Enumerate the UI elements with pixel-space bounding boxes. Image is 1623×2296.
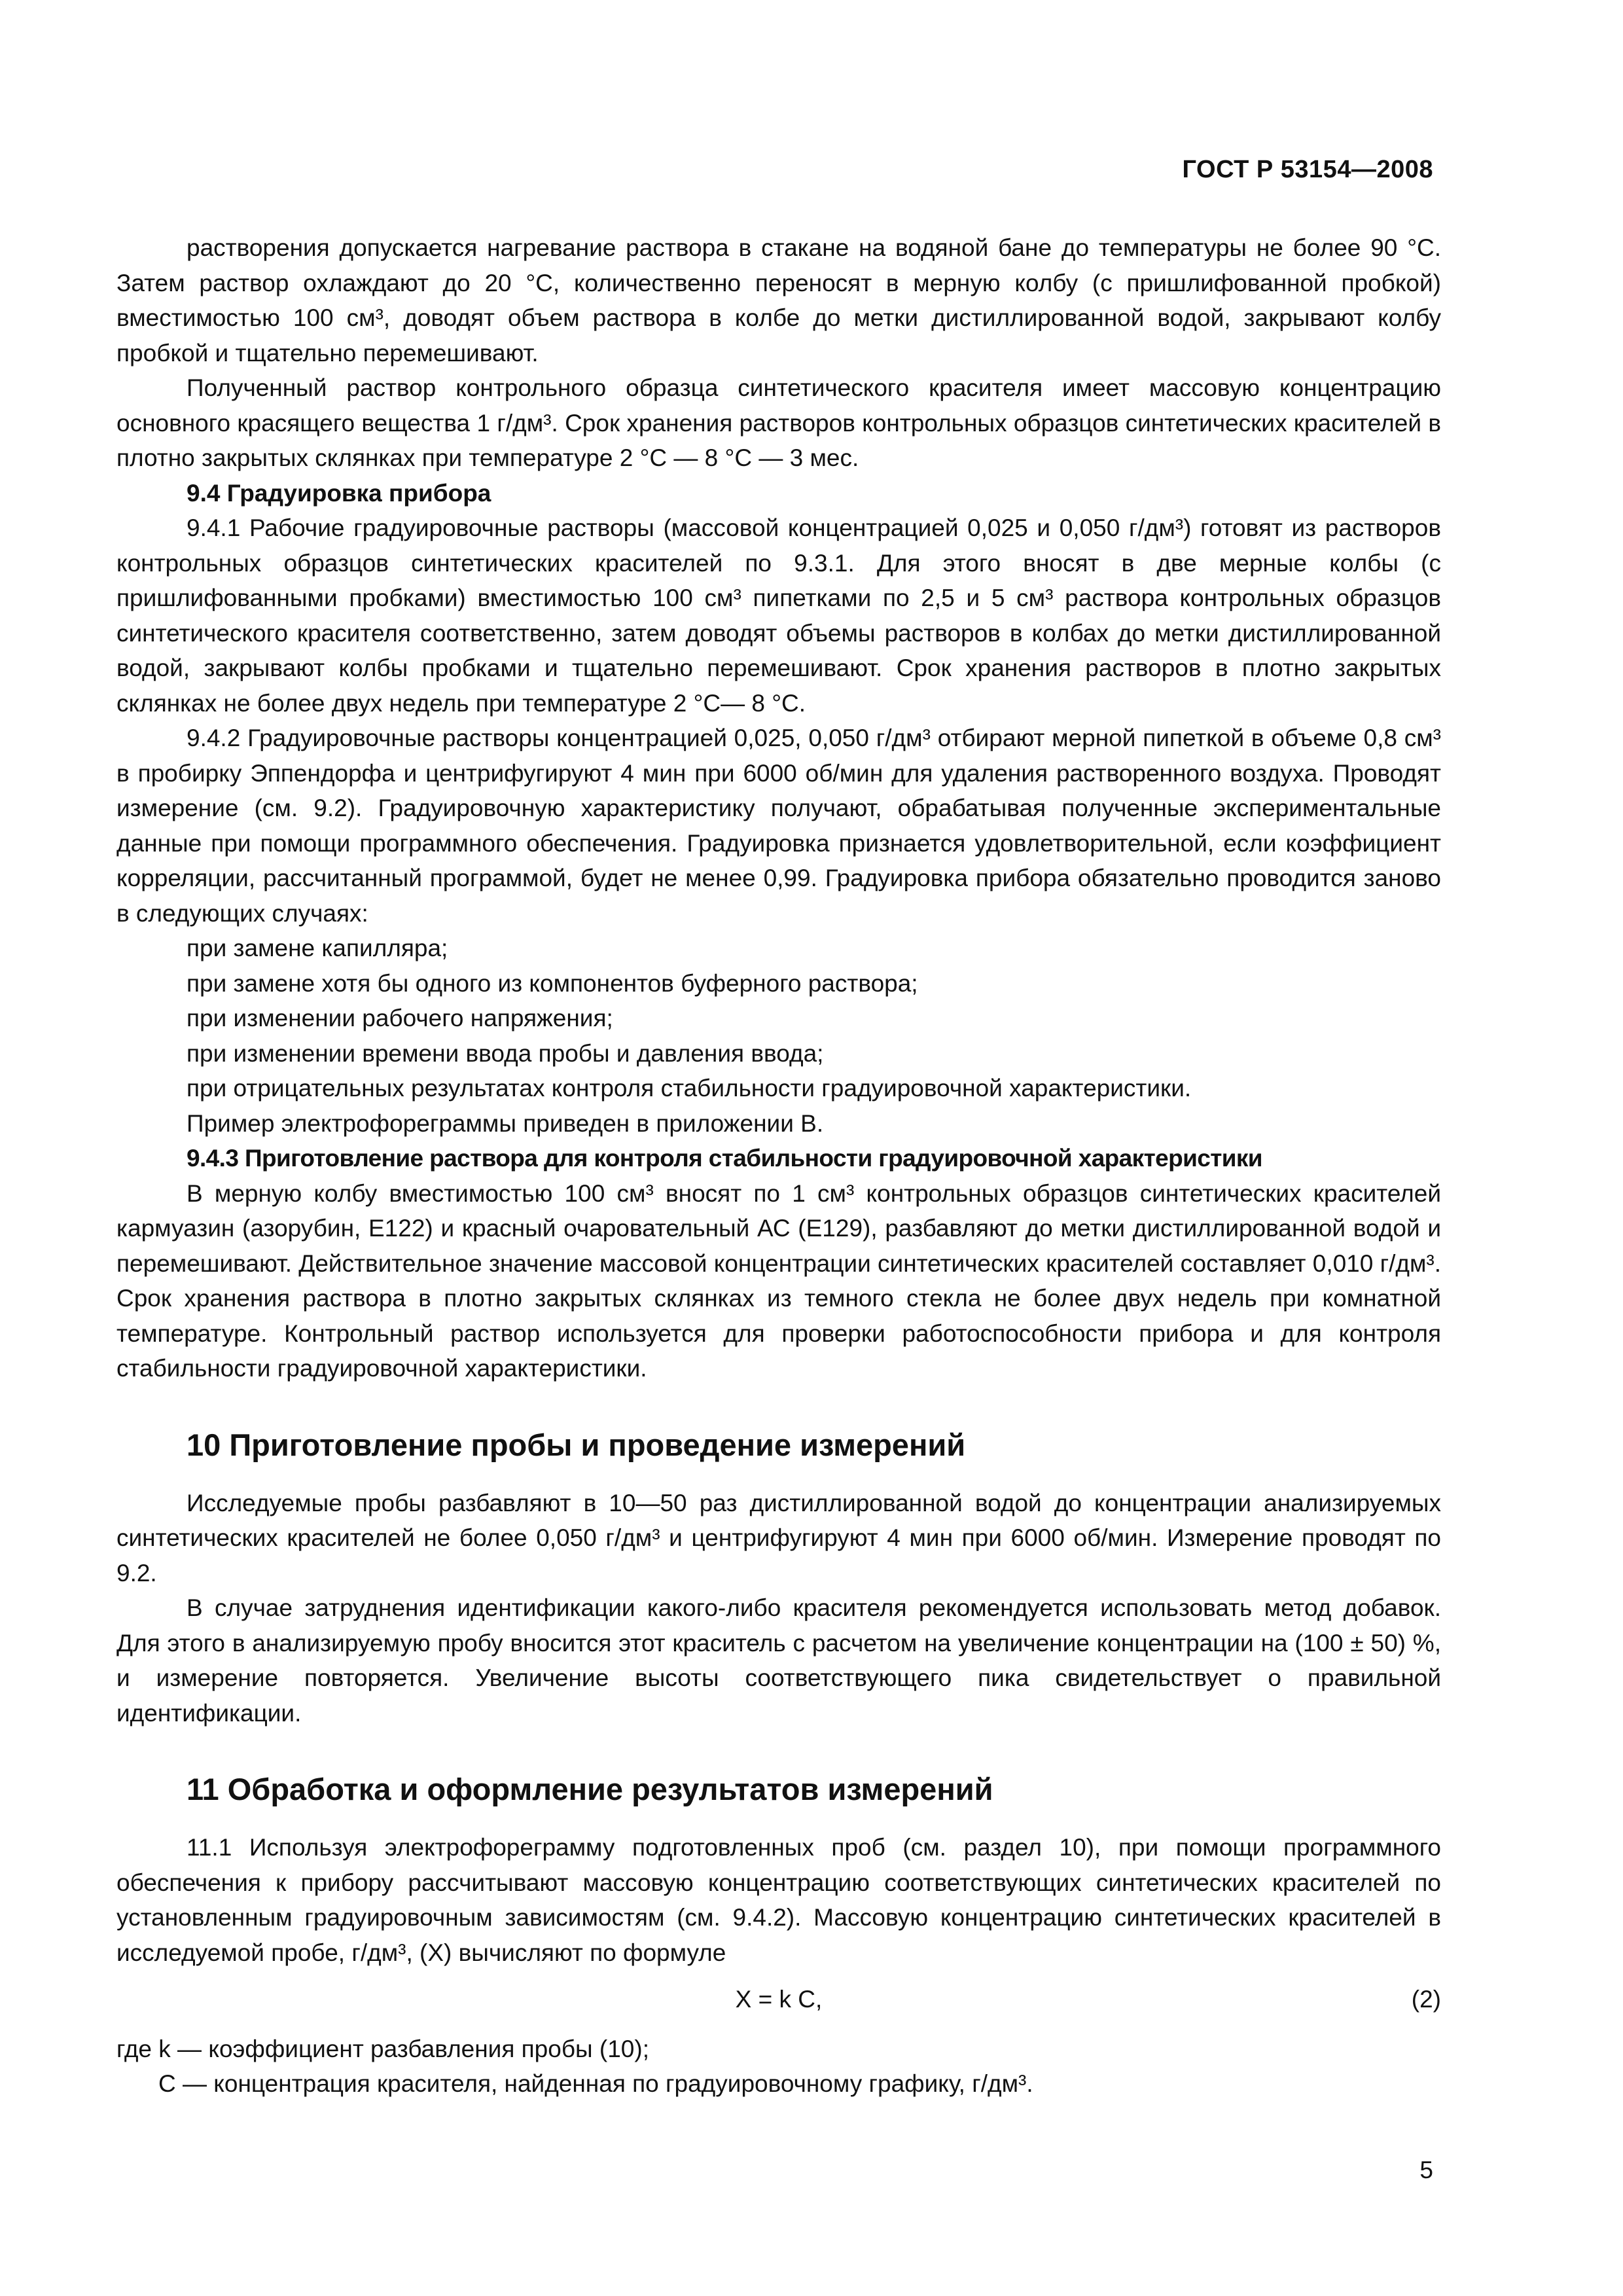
paragraph-11-1: 11.1 Используя электрофореграмму подготовленных проб (см. раздел 10), при помощи программного обеспечения к прибору рассчитывают массовую концентрацию соответствующих синтетических красителей по установленным градуировочным зависимостям (см. 9.4.2). Массовую концентрацию синтетических красителей в исследуемой пробе, г/дм³, (X) вычисляют по формуле [116,1834,1441,1966]
paragraph-control-solution: Полученный раствор контрольного образца синтетического красителя имеет массовую концентрацию основного красящего вещества 1 г/дм³. Срок хранения растворов контрольных образцов синтетических красителей в плотно закрытых склянках при температуре 2 °С — 8 °С — 3 мес. [116,374,1441,471]
paragraph-9-4-3: В мерную колбу вместимостью 100 см³ вносят по 1 см³ контрольных образцов синтетических красителей кармуазин (азорубин, Е122) и красный очаровательный АС (Е129), разбавляют до метки дистиллированной водой и перемешивают. Действительное значение массовой концентрации синтетических красителей составляет 0,010 г/дм³. Срок хранения раствора в плотно закрытых склянках из темного стекла не более двух недель при комнатной температуре. Контрольный раствор используется для проверки работоспособности прибора и для контроля стабильности градуировочной характеристики. [116,1179,1442,1382]
section-10-heading: 10 Приготовление пробы и проведение измерений [187,1427,966,1462]
list-item: при изменении времени ввода пробы и давления ввода; [187,1039,824,1067]
document-header-id: ГОСТ Р 53154—2008 [1182,156,1433,183]
where-c-definition: C — концентрация красителя, найденная по градуировочному графику, г/дм³. [158,2070,1033,2097]
formula-2 [116,1982,1441,2017]
paragraph-10-addition-method: В случае затруднения идентификации какого-либо красителя рекомендуется использовать метод добавок. Для этого в анализируемую пробу вносится этот краситель с расчетом на увеличение концентрации на (100 ± 50) %, и измерение повторяется. Увеличение высоты соответствующего пика свидетельствует о правильной идентификации. [116,1594,1441,1727]
formula-number: (2) [1411,1986,1441,2013]
list-item: при замене капилляра; [187,935,448,961]
formula-expression: X = k C, [735,1986,823,2013]
page-number: 5 [1419,2157,1433,2183]
subsection-9-4-3-heading: 9.4.3 Приготовление раствора для контроля стабильности градуировочной характеристики [187,1145,1262,1172]
list-item: при изменении рабочего напряжения; [187,1005,613,1031]
document-body [116,230,1441,2102]
paragraph-continuation: растворения допускается нагревание раствора в стакане на водяной бане до температуры не более 90 °С. Затем раствор охлаждают до 20 °С, количественно переносят в мерную колбу (с пришлифованной пробкой) вместимостью 100 см³, доводят объем раствора в колбе до метки дистиллированной водой, закрывают колбу пробкой и тщательно перемешивают. [116,234,1441,367]
section-11-heading: 11 Обработка и оформление результатов измерений [187,1772,993,1806]
paragraph-example-ref: Пример электрофореграммы приведен в приложении В. [187,1109,824,1137]
list-item: при замене хотя бы одного из компонентов буферного раствора; [187,969,918,997]
paragraph-10-dilution: Исследуемые пробы разбавляют в 10—50 раз дистиллированной водой до концентрации анализируемых синтетических красителей не более 0,050 г/дм³ и центрифугируют 4 мин при 6000 об/мин. Измерение проводят по 9.2. [116,1489,1441,1587]
where-k-definition: где k — коэффициент разбавления пробы (10); [116,2035,649,2062]
paragraph-9-4-2: 9.4.2 Градуировочные растворы концентрацией 0,025, 0,050 г/дм³ отбирают мерной пипеткой в объеме 0,8 см³ в пробирку Эппендорфа и центрифугируют 4 мин при 6000 об/мин для удаления растворенного воздуха. Проводят измерение (см. 9.2). Градуировочную характеристику получают, обрабатывая полученные экспериментальные данные при помощи программного обеспечения. Градуировка признается удовлетворительной, если коэффициент корреляции, рассчитанный программой, будет не менее 0,99. Градуировка прибора обязательно проводится заново в следующих случаях: [116,725,1441,927]
paragraph-9-4-1: 9.4.1 Рабочие градуировочные растворы (массовой концентрацией 0,025 и 0,050 г/дм³) готовят из растворов контрольных образцов синтетических красителей по 9.3.1. Для этого вносят в две мерные колбы (с пришлифованными пробками) вместимостью 100 см³ пипетками по 2,5 и 5 см³ раствора контрольных образцов синтетического красителя соответственно, затем доводят объемы растворов в колбах до метки дистиллированной водой, закрывают колбы пробками и тщательно перемешивают. Срок хранения растворов в плотно закрытых склянках не более двух недель при температуре 2 °С— 8 °С. [116,514,1441,717]
list-item: при отрицательных результатах контроля стабильности градуировочной характеристики. [187,1075,1192,1102]
subsection-9-4-heading: 9.4 Градуировка прибора [187,479,491,507]
